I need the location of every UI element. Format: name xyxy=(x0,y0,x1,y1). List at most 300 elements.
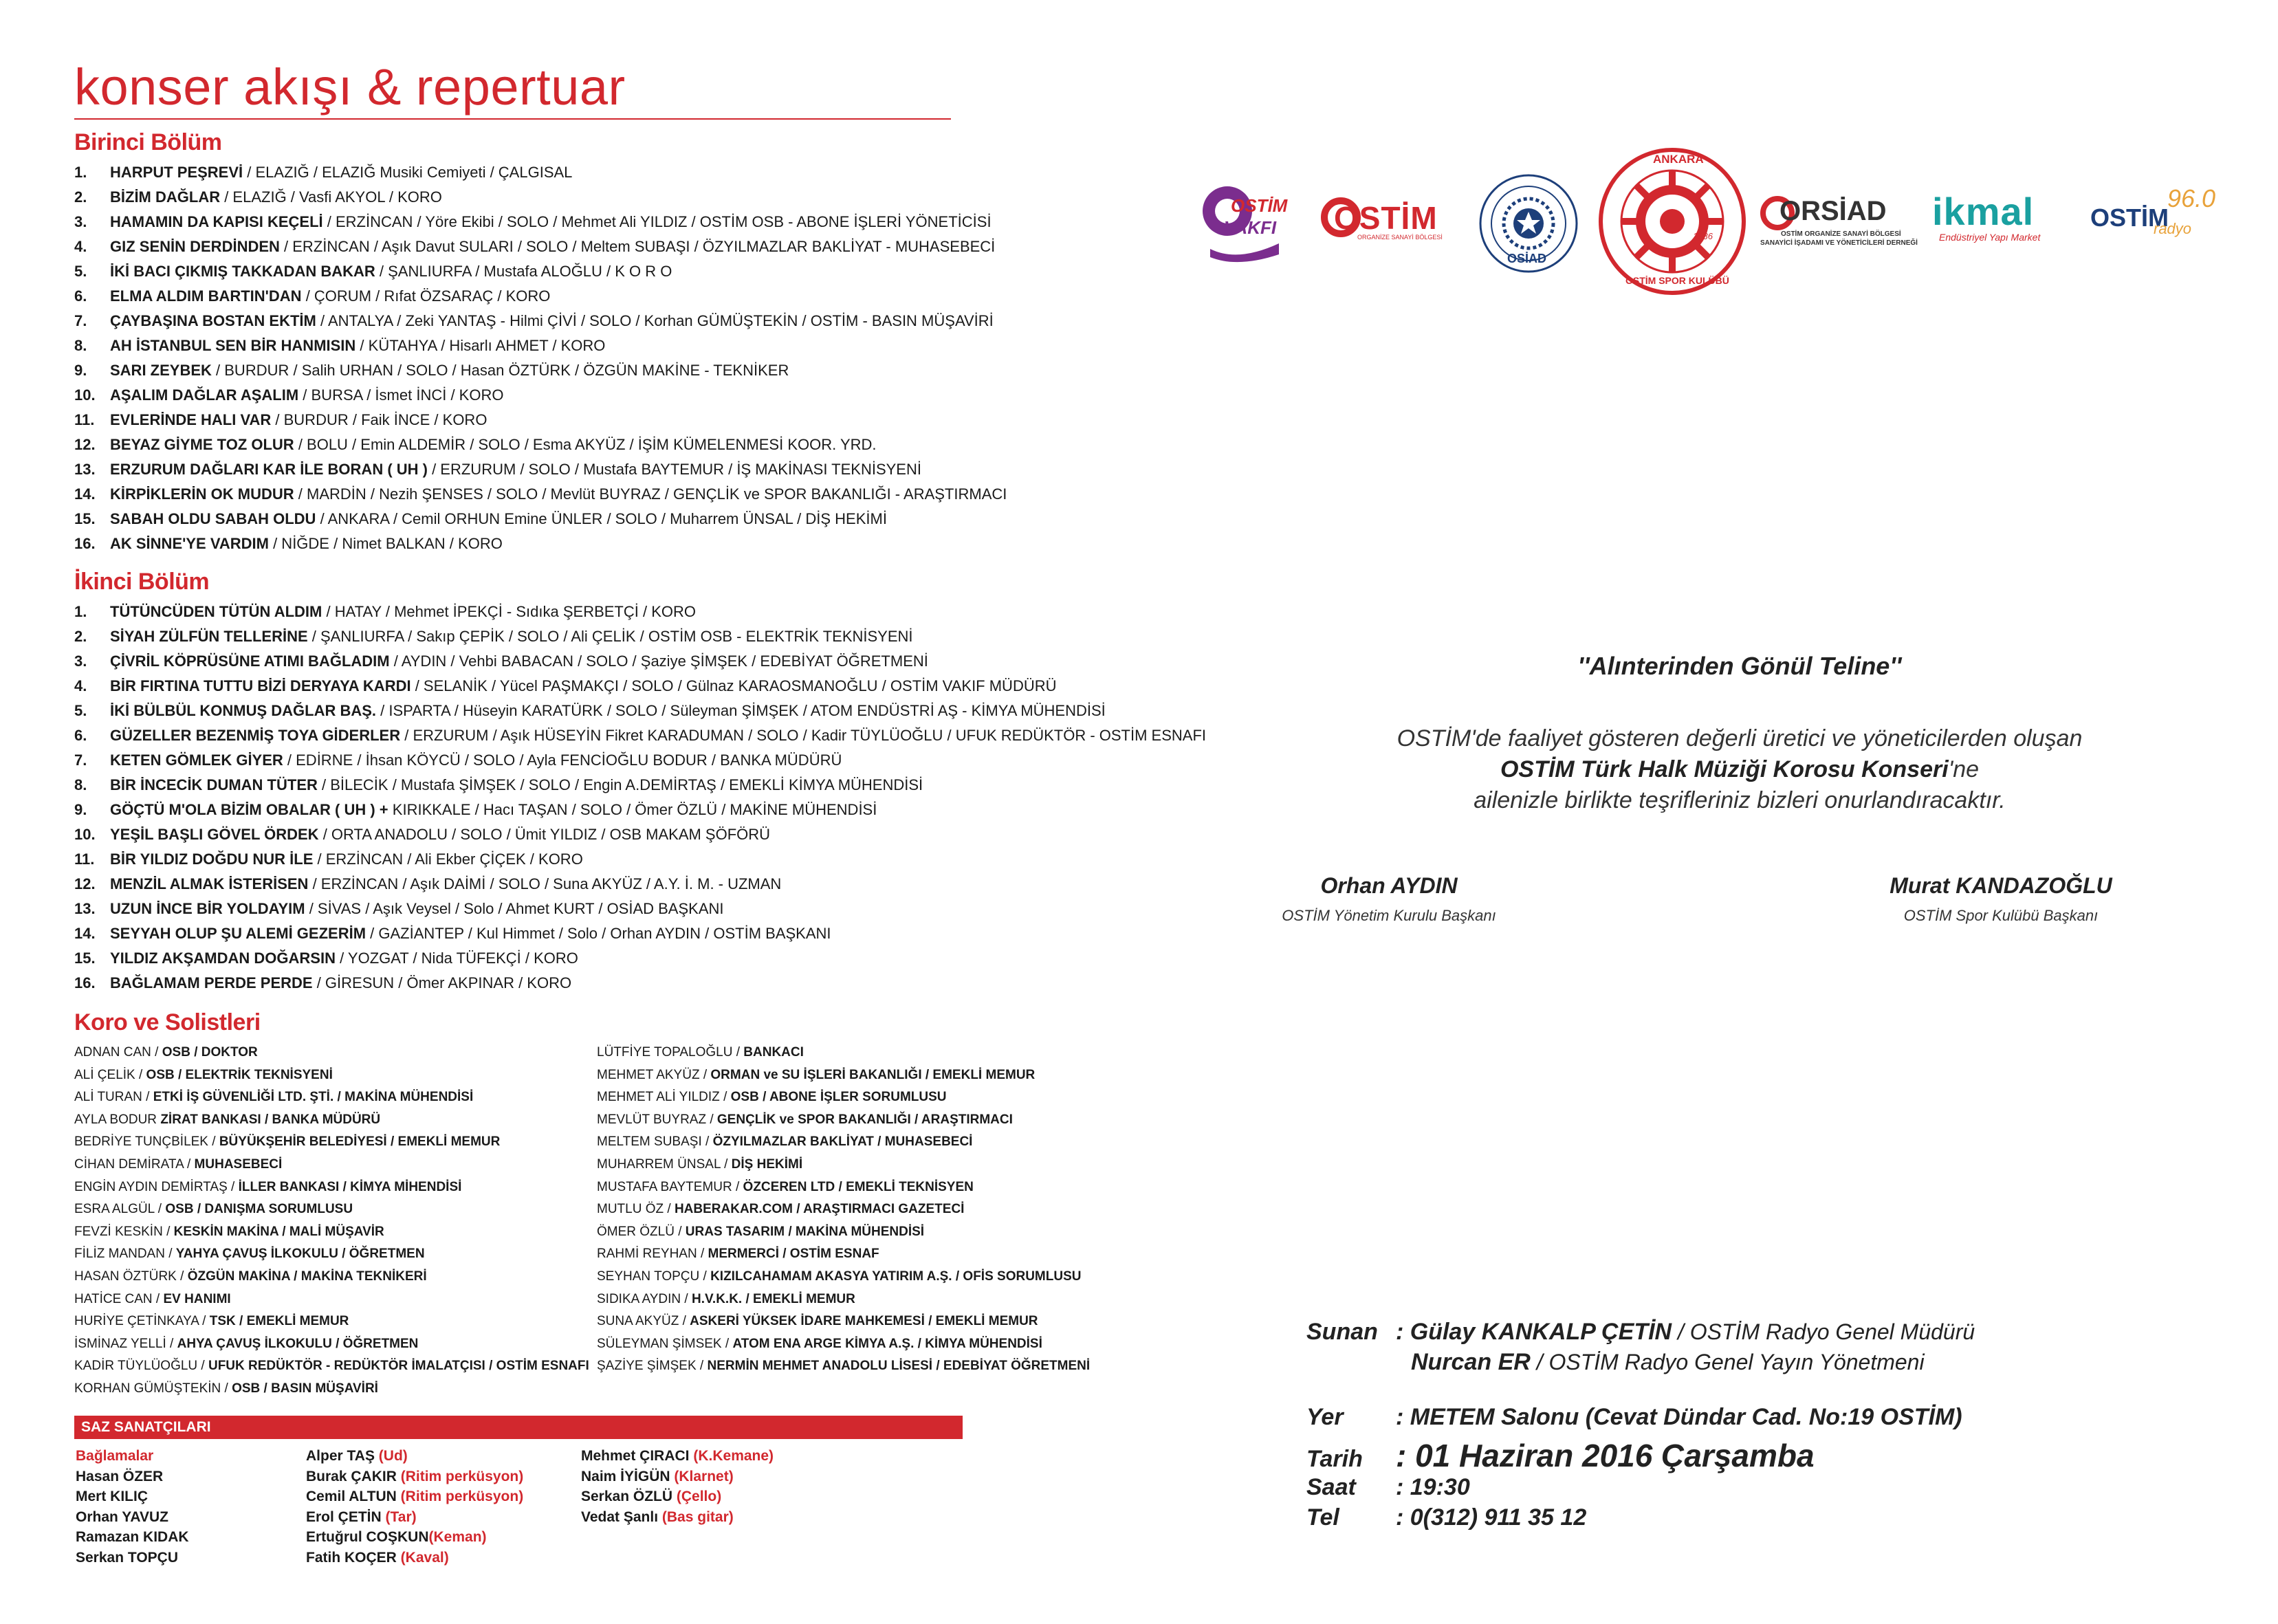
item-number: 2. xyxy=(74,188,87,206)
item-number: 1. xyxy=(74,603,87,620)
ostim-radyo-logo xyxy=(2090,184,2221,253)
repertoire-item xyxy=(74,383,1119,408)
member-name: MUSTAFA BAYTEMUR / xyxy=(597,1179,743,1194)
repertoire-item xyxy=(74,723,1206,748)
member-job: EV HANIMI xyxy=(163,1291,231,1306)
song-details: / BURSA / İsmet İNCİ / KORO xyxy=(298,386,504,404)
member-job: BANKACI xyxy=(743,1045,804,1060)
radyo-frequency: 96.0 xyxy=(2167,184,2216,212)
member-name: RAHMİ REYHAN / xyxy=(597,1247,708,1262)
signature-1 xyxy=(1265,873,1513,925)
club-bottom-text: OSTİM SPOR KULÜBÜ xyxy=(1625,275,1729,286)
phone-value: : 0(312) 911 35 12 xyxy=(1396,1504,1587,1530)
musician-instrument: (Ritim perküsyon) xyxy=(400,1489,524,1504)
signature-name: Murat KANDAZOĞLU xyxy=(1890,873,2112,898)
song-title: YEŞİL BAŞLI GÖVEL ÖRDEK xyxy=(110,826,319,843)
song-details: / NİĞDE / Nimet BALKAN / KORO xyxy=(268,535,503,552)
item-number: 1. xyxy=(74,164,87,181)
time xyxy=(1306,1474,1470,1501)
repertoire-item xyxy=(74,160,1119,185)
member-name: SIDIKA AYDIN / xyxy=(597,1291,692,1306)
vakfi-top-text: OSTİM xyxy=(1231,195,1288,216)
club-year: 1986 xyxy=(1693,231,1713,241)
item-number: 4. xyxy=(74,238,87,255)
choir-member xyxy=(74,1198,597,1221)
song-details: / ERZURUM / Aşık HÜSEYİN Fikret KARADUMAN / SOLO / Kadir TÜYLÜOĞLU / UFUK REDÜKTÖR - OSTİM ESNAFI xyxy=(400,727,1206,744)
repertoire-item xyxy=(74,674,1119,699)
saz-musician xyxy=(581,1486,774,1507)
choir-member xyxy=(597,1154,1119,1176)
song-title: ELMA ALDIM BARTIN'DAN xyxy=(110,287,302,305)
second-section-title: İkinci Bölüm xyxy=(74,569,210,595)
song-details: / ANTALYA / Zeki YANTAŞ - Hilmi ÇİVİ / SOLO / Korhan GÜMÜŞTEKİN / OSTİM - BASIN MÜŞAVİRİ xyxy=(316,312,994,329)
osiad-text: OSİAD xyxy=(1507,252,1547,265)
saz-musician xyxy=(581,1467,774,1487)
orsiad-subtext-2: SANAYİCİ İŞADAMI VE YÖNETİCİLERİ DERNEĞİ xyxy=(1760,239,1918,247)
invitation-text xyxy=(1286,723,2193,816)
club-top-text: ANKARA xyxy=(1653,153,1704,166)
song-title: HARPUT PEŞREVİ xyxy=(110,164,243,181)
member-name: KORHAN GÜMÜŞTEKİN / xyxy=(74,1381,232,1396)
member-name: BEDRİYE TUNÇBİLEK / xyxy=(74,1134,219,1150)
item-number: 16. xyxy=(74,535,96,552)
saz-musician xyxy=(306,1486,523,1507)
song-title: GÜZELLER BEZENMİŞ TOYA GİDERLER xyxy=(110,727,401,744)
page-title: konser akışı & repertuar xyxy=(74,58,626,116)
repertoire-item xyxy=(74,309,1119,333)
member-job: ORMAN ve SU İŞLERİ BAKANLIĞI / EMEKLİ MEMUR xyxy=(710,1067,1036,1082)
song-details: / GAZİANTEP / Kul Himmet / Solo / Orhan AYDIN / OSTİM BAŞKANI xyxy=(366,925,831,942)
date-value: : 01 Haziran 2016 Çarşamba xyxy=(1396,1438,1815,1473)
song-details: / BURDUR / Faik İNCE / KORO xyxy=(271,411,488,428)
phone xyxy=(1306,1504,1586,1531)
song-title: YILDIZ AKŞAMDAN DOĞARSIN xyxy=(110,950,336,967)
song-title: GÖÇTÜ M'OLA BİZİM OBALAR ( UH ) + xyxy=(110,801,388,818)
song-title: İKİ BÜLBÜL KONMUŞ DAĞLAR BAŞ. xyxy=(110,702,377,719)
choir-member xyxy=(74,1042,597,1064)
choir-member xyxy=(597,1131,1119,1154)
ostim-logo-text: OSTİM xyxy=(1334,200,1438,236)
member-name: MELTEM SUBAŞI / xyxy=(597,1134,713,1150)
song-title: KİRPİKLERİN OK MUDUR xyxy=(110,485,294,503)
song-details: / SELANİK / Yücel PAŞMAKÇI / SOLO / Gülnaz KARAOSMANOĞLU / OSTİM VAKIF MÜDÜRÜ xyxy=(410,677,1057,694)
orsiad-text: ORSİAD xyxy=(1779,196,1887,226)
repertoire-item xyxy=(74,259,1119,284)
repertoire-item xyxy=(74,699,1119,723)
presenter-2-name: Nurcan ER xyxy=(1411,1349,1531,1375)
choir-member xyxy=(74,1064,597,1087)
repertoire-item xyxy=(74,649,1119,674)
member-name: AYLA BODUR xyxy=(74,1112,161,1127)
musician-instrument: (Ritim perküsyon) xyxy=(400,1468,524,1484)
musician-name: Cemil ALTUN xyxy=(306,1489,401,1504)
choir-member xyxy=(597,1310,1119,1333)
saz-musician xyxy=(306,1446,523,1467)
saz-title: SAZ SANATÇILARI xyxy=(81,1419,211,1435)
member-job: ÖZYILMAZLAR BAKLİYAT / MUHASEBECİ xyxy=(712,1134,973,1150)
item-number: 7. xyxy=(74,312,87,329)
repertoire-item xyxy=(74,284,1119,309)
choir-member xyxy=(597,1042,1119,1064)
saz-musician: Mert KILIÇ xyxy=(76,1489,148,1504)
choir-member xyxy=(597,1243,1119,1266)
song-details: / ISPARTA / Hüseyin KARATÜRK / SOLO / Süleyman ŞİMŞEK / ATOM ENDÜSTRİ AŞ - KİMYA MÜHENDİSİ xyxy=(376,702,1106,719)
member-job: MUHASEBECİ xyxy=(194,1156,283,1172)
song-details: / ŞANLIURFA / Sakıp ÇEPİK / SOLO / Ali ÇELİK / OSTİM OSB - ELEKTRİK TEKNİSYENİ xyxy=(307,628,913,645)
signature-2 xyxy=(1850,873,2152,925)
date-label: Tarih xyxy=(1306,1446,1363,1472)
song-details: / HATAY / Mehmet İPEKÇİ - Sıdıka ŞERBETÇİ / KORO xyxy=(322,603,696,620)
item-number: 4. xyxy=(74,677,87,694)
item-number: 12. xyxy=(74,875,96,892)
song-title: ÇAYBAŞINA BOSTAN EKTİM xyxy=(110,312,316,329)
member-job: MERMERCİ / OSTİM ESNAF xyxy=(708,1247,879,1262)
saz-musician: Serkan TOPÇU xyxy=(76,1549,178,1566)
member-job: DİŞ HEKİMİ xyxy=(731,1156,803,1172)
item-number: 5. xyxy=(74,702,87,719)
vakfi-bottom-text: VAKFI xyxy=(1224,217,1277,238)
member-name: MUTLU ÖZ / xyxy=(597,1202,675,1217)
repertoire-item xyxy=(74,921,1119,946)
repertoire-item xyxy=(74,798,1119,822)
choir-member xyxy=(74,1355,597,1378)
member-name: SÜLEYMAN ŞİMSEK / xyxy=(597,1336,733,1351)
song-details: / ŞANLIURFA / Mustafa ALOĞLU / K O R O xyxy=(375,263,672,280)
song-details: / ELAZIĞ / ELAZIĞ Musiki Cemiyeti / ÇALGISAL xyxy=(243,164,573,181)
item-number: 9. xyxy=(74,801,87,818)
invitation-line-3: ailenizle birlikte teşrifleriniz bizleri onurlandıracaktır. xyxy=(1474,787,2006,813)
member-job: ATOM ENA ARGE KİMYA A.Ş. / KİMYA MÜHENDİSİ xyxy=(732,1336,1042,1351)
member-name: ŞAZİYE ŞİMŞEK / xyxy=(597,1359,708,1374)
song-title: İKİ BACI ÇIKMIŞ TAKKADAN BAKAR xyxy=(110,263,375,280)
song-title: BAĞLAMAM PERDE PERDE xyxy=(110,974,313,991)
signature-role: OSTİM Yönetim Kurulu Başkanı xyxy=(1282,907,1496,924)
item-number: 11. xyxy=(74,851,95,868)
invitation-line-1: OSTİM'de faaliyet gösteren değerli üretici ve yöneticilerden oluşan xyxy=(1397,725,2083,751)
item-number: 6. xyxy=(74,287,87,305)
member-name: ÖMER ÖZLÜ / xyxy=(597,1224,686,1239)
song-details: / ANKARA / Cemil ORHUN Emine ÜNLER / SOLO / Muharrem ÜNSAL / DİŞ HEKİMİ xyxy=(316,510,887,527)
song-details: / ELAZIĞ / Vasfi AKYOL / KORO xyxy=(220,188,442,206)
choir-members xyxy=(74,1042,1119,1401)
choir-member xyxy=(74,1109,597,1132)
musician-instrument: (Ud) xyxy=(378,1448,408,1464)
member-job: OSB / BASIN MÜŞAVİRİ xyxy=(232,1381,378,1396)
song-title: BİR İNCECİK DUMAN TÜTER xyxy=(110,776,318,793)
song-title: AK SİNNE'YE VARDIM xyxy=(110,535,269,552)
presenter-1-role: / OSTİM Radyo Genel Müdürü xyxy=(1672,1319,1975,1344)
club-badge-icon xyxy=(1597,146,1748,297)
radyo-text: OSTİM xyxy=(2090,204,2169,232)
member-job: GENÇLİK ve SPOR BAKANLIĞI / ARAŞTIRMACI xyxy=(716,1112,1013,1127)
repertoire-item xyxy=(74,432,1119,457)
presenter-2 xyxy=(1411,1349,1925,1376)
program-column xyxy=(74,58,1206,1401)
ostim-logo xyxy=(1320,193,1444,248)
song-title: SABAH OLDU SABAH OLDU xyxy=(110,510,316,527)
song-details: KIRIKKALE / Hacı TAŞAN / SOLO / Ömer ÖZLÜ / MAKİNE MÜHENDİSİ xyxy=(388,801,877,818)
choir-member xyxy=(74,1131,597,1154)
member-name: MEHMET AKYÜZ / xyxy=(597,1067,711,1082)
repertoire-item xyxy=(74,872,1119,897)
venue xyxy=(1306,1404,1962,1431)
repertoire-item xyxy=(74,185,1119,210)
choir-member xyxy=(597,1333,1119,1356)
item-number: 5. xyxy=(74,263,87,280)
repertoire-item xyxy=(74,748,1119,773)
choir-member xyxy=(74,1154,597,1176)
song-details: / ERZİNCAN / Aşık Davut SULARI / SOLO / Meltem SUBAŞI / ÖZYILMAZLAR BAKLİYAT - MUHASEBECİ xyxy=(279,238,996,255)
song-details: / AYDIN / Vehbi BABACAN / SOLO / Şaziye ŞİMŞEK / EDEBİYAT ÖĞRETMENİ xyxy=(389,652,928,670)
repertoire-item xyxy=(74,482,1119,507)
member-name: KADİR TÜYLÜOĞLU / xyxy=(74,1359,208,1374)
venue-value: : METEM Salonu (Cevat Dündar Cad. No:19 OSTİM) xyxy=(1396,1404,1962,1430)
ikmal-text: ikmal xyxy=(1932,190,2035,233)
invitation-line-2-tail: 'ne xyxy=(1948,756,1980,782)
song-title: SARI ZEYBEK xyxy=(110,362,212,379)
song-title: UZUN İNCE BİR YOLDAYIM xyxy=(110,900,305,917)
song-details: / ERZURUM / SOLO / Mustafa BAYTEMUR / İŞ MAKİNASI TEKNİSYENİ xyxy=(427,461,921,478)
musician-name: Naim İYİGÜN xyxy=(581,1468,675,1484)
choir-member xyxy=(597,1198,1119,1221)
song-details: / GİRESUN / Ömer AKPINAR / KORO xyxy=(312,974,572,991)
musician-instrument: (Klarnet) xyxy=(674,1468,734,1484)
ikmal-logo xyxy=(1932,189,2063,251)
repertoire-item xyxy=(74,333,1119,358)
choir-member xyxy=(74,1288,597,1311)
choir-member xyxy=(74,1176,597,1199)
song-title: ÇİVRİL KÖPRÜSÜNE ATIMI BAĞLADIM xyxy=(110,652,390,670)
saz-musician xyxy=(306,1527,523,1548)
saz-musician xyxy=(306,1507,523,1528)
repertoire-item xyxy=(74,210,1119,234)
saz-column-3 xyxy=(581,1446,774,1527)
signature-name: Orhan AYDIN xyxy=(1320,873,1458,898)
member-job: OSB / DANIŞMA SORUMLUSU xyxy=(165,1202,353,1217)
member-job: OSB / ABONE İŞLER SORUMLUSU xyxy=(730,1090,947,1105)
musician-instrument: (Kaval) xyxy=(400,1549,449,1566)
member-name: FİLİZ MANDAN / xyxy=(74,1247,176,1262)
saz-header-bar xyxy=(74,1416,963,1439)
song-title: BİR FIRTINA TUTTU BİZİ DERYAYA KARDI xyxy=(110,677,411,694)
presenter-2-role: / OSTİM Radyo Genel Yayın Yönetmeni xyxy=(1530,1350,1925,1374)
member-job: NERMİN MEHMET ANADOLU LİSESİ / EDEBİYAT ÖĞRETMENİ xyxy=(707,1359,1091,1374)
member-job: ÖZGÜN MAKİNA / MAKİNA TEKNİKERİ xyxy=(187,1269,427,1284)
choir-member xyxy=(597,1176,1119,1199)
member-job: H.V.K.K. / EMEKLİ MEMUR xyxy=(691,1291,855,1306)
member-name: HATİCE CAN / xyxy=(74,1291,164,1306)
member-job: OSB / DOKTOR xyxy=(162,1045,258,1060)
signature-role: OSTİM Spor Kulübü Başkanı xyxy=(1903,907,2099,924)
musician-name: Erol ÇETİN xyxy=(306,1508,386,1525)
repertoire-item xyxy=(74,531,1119,556)
choir-column-left xyxy=(74,1042,597,1401)
choir-title: Koro ve Solistleri xyxy=(74,1009,261,1035)
musician-name: Alper TAŞ xyxy=(306,1448,379,1464)
member-name: SEYHAN TOPÇU / xyxy=(597,1269,711,1284)
member-name: CİHAN DEMİRATA / xyxy=(74,1156,195,1172)
saz-musician xyxy=(581,1446,774,1467)
saz-musician: Hasan ÖZER xyxy=(76,1468,164,1484)
repertoire-item xyxy=(74,971,1119,996)
musician-name: Ertuğrul COŞKUN xyxy=(306,1529,429,1545)
song-details: / ERZİNCAN / Ali Ekber ÇİÇEK / KORO xyxy=(313,851,583,868)
song-title: SEYYAH OLUP ŞU ALEMİ GEZERİM xyxy=(110,925,366,942)
member-name: FEVZİ KESKİN / xyxy=(74,1224,174,1239)
orsiad-subtext-1: OSTİM ORGANİZE SANAYİ BÖLGESİ xyxy=(1781,230,1901,238)
item-number: 3. xyxy=(74,213,87,230)
radyo-subtext: radyo xyxy=(2154,220,2192,237)
repertoire-item xyxy=(74,457,1119,482)
invitation-line-2 xyxy=(1286,754,2193,785)
saz-musician: Bağlamalar xyxy=(76,1448,154,1464)
member-job: YAHYA ÇAVUŞ İLKOKULU / ÖĞRETMEN xyxy=(175,1247,425,1262)
song-title: KETEN GÖMLEK GİYER xyxy=(110,751,283,769)
song-details: / BOLU / Emin ALDEMİR / SOLO / Esma AKYÜZ / İŞİM KÜMELENMESİ KOOR. YRD. xyxy=(294,436,877,453)
musician-instrument: (Tar) xyxy=(385,1508,417,1525)
item-number: 7. xyxy=(74,751,87,769)
concert-name: OSTİM Türk Halk Müziği Korosu Konseri xyxy=(1500,756,1949,782)
item-number: 8. xyxy=(74,337,87,354)
repertoire-item xyxy=(74,897,1119,921)
member-job: BÜYÜKŞEHİR BELEDİYESİ / EMEKLİ MEMUR xyxy=(219,1134,501,1150)
saz-musician: Orhan YAVUZ xyxy=(76,1508,168,1525)
choir-member xyxy=(74,1310,597,1333)
saz-musician xyxy=(581,1507,774,1528)
song-title: BEYAZ GİYME TOZ OLUR xyxy=(110,436,294,453)
member-job: ETKİ İŞ GÜVENLİĞİ LTD. ŞTİ. / MAKİNA MÜHENDİSİ xyxy=(153,1090,474,1105)
phone-label: Tel xyxy=(1306,1504,1339,1530)
song-details: / YOZGAT / Nida TÜFEKÇİ / KORO xyxy=(335,950,578,967)
choir-column-right xyxy=(597,1042,1119,1401)
musician-instrument: (Bas gitar) xyxy=(661,1508,734,1525)
member-job: AHYA ÇAVUŞ İLKOKULU / ÖĞRETMEN xyxy=(177,1336,419,1351)
song-details: / KÜTAHYA / Hisarlı AHMET / KORO xyxy=(355,337,606,354)
repertoire-item xyxy=(74,773,1119,798)
member-job: TSK / EMEKLİ MEMUR xyxy=(209,1314,349,1329)
song-details: / BURDUR / Salih URHAN / SOLO / Hasan ÖZTÜRK / ÖZGÜN MAKİNE - TEKNİKER xyxy=(211,362,789,379)
member-name: SUNA AKYÜZ / xyxy=(597,1314,690,1329)
song-details: / ÇORUM / Rıfat ÖZSARAÇ / KORO xyxy=(301,287,551,305)
title-divider xyxy=(74,118,951,120)
choir-member xyxy=(74,1243,597,1266)
member-job: ZİRAT BANKASI / BANKA MÜDÜRÜ xyxy=(160,1112,381,1127)
song-title: AH İSTANBUL SEN BİR HANMISIN xyxy=(110,337,356,354)
repertoire-item xyxy=(74,847,1119,872)
item-number: 15. xyxy=(74,950,96,967)
ostim-vakfi-logo xyxy=(1196,180,1293,263)
member-name: LÜTFİYE TOPALOĞLU / xyxy=(597,1045,744,1060)
presenter-1-name: : Gülay KANKALP ÇETİN xyxy=(1396,1319,1672,1345)
member-name: HURİYE ÇETİNKAYA / xyxy=(74,1314,210,1329)
member-name: MUHARREM ÜNSAL / xyxy=(597,1156,732,1172)
item-number: 11. xyxy=(74,411,95,428)
date xyxy=(1306,1437,1815,1474)
member-name: İSMİNAZ YELLİ / xyxy=(74,1336,177,1351)
member-name: ALİ TURAN / xyxy=(74,1090,153,1105)
item-number: 14. xyxy=(74,925,96,942)
choir-member xyxy=(597,1266,1119,1288)
song-details: / ERZİNCAN / Yöre Ekibi / SOLO / Mehmet Ali YILDIZ / OSTİM OSB - ABONE İŞLERİ YÖNETİCİSİ xyxy=(322,213,992,230)
first-section-list xyxy=(74,160,1119,556)
item-number: 8. xyxy=(74,776,87,793)
repertoire-item xyxy=(74,822,1119,847)
song-title: BİZİM DAĞLAR xyxy=(110,188,221,206)
item-number: 12. xyxy=(74,436,96,453)
presenter-1 xyxy=(1306,1319,1975,1346)
member-name: MEHMET ALİ YILDIZ / xyxy=(597,1090,731,1105)
item-number: 3. xyxy=(74,652,87,670)
time-label: Saat xyxy=(1306,1474,1356,1500)
item-number: 9. xyxy=(74,362,87,379)
repertoire-item xyxy=(74,507,1119,531)
song-title: AŞALIM DAĞLAR AŞALIM xyxy=(110,386,299,404)
repertoire-item xyxy=(74,624,1119,649)
song-title: HAMAMIN DA KAPISI KEÇELİ xyxy=(110,213,323,230)
item-number: 10. xyxy=(74,826,96,843)
member-name: HASAN ÖZTÜRK / xyxy=(74,1269,188,1284)
choir-member xyxy=(597,1109,1119,1132)
time-value: : 19:30 xyxy=(1396,1474,1470,1500)
ostim-logo-subtext: ORGANİZE SANAYİ BÖLGESİ xyxy=(1357,234,1443,241)
member-name: ADNAN CAN / xyxy=(74,1045,162,1060)
song-details: / SİVAS / Aşık Veysel / Solo / Ahmet KURT / OSİAD BAŞKANI xyxy=(305,900,724,917)
member-job: KESKİN MAKİNA / MALİ MÜŞAVİR xyxy=(173,1224,384,1239)
song-details: / EDİRNE / İhsan KÖYCÜ / SOLO / Ayla FENCİOĞLU BODUR / BANKA MÜDÜRÜ xyxy=(283,751,842,769)
orsiad-logo xyxy=(1760,196,1918,251)
second-section-list xyxy=(74,600,1206,996)
choir-member xyxy=(597,1221,1119,1244)
musician-name: Serkan ÖZLÜ xyxy=(581,1489,677,1504)
member-name: ESRA ALGÜL / xyxy=(74,1202,166,1217)
member-job: İLLER BANKASI / KİMYA MİHENDİSİ xyxy=(238,1179,462,1194)
member-job: KIZILCAHAMAM AKASYA YATIRIM A.Ş. / OFİS SORUMLUSU xyxy=(710,1269,1082,1284)
member-job: ASKERİ YÜKSEK İDARE MAHKEMESİ / EMEKLİ MEMUR xyxy=(690,1314,1038,1329)
ostim-spor-kulubu-logo xyxy=(1597,146,1748,297)
song-details: / BİLECİK / Mustafa ŞİMŞEK / SOLO / Engin A.DEMİRTAŞ / EMEKLİ KİMYA MÜHENDİSİ xyxy=(317,776,923,793)
song-title: TÜTÜNCÜDEN TÜTÜN ALDIM xyxy=(110,603,322,620)
musician-name: Vedat Şanlı xyxy=(581,1508,662,1525)
song-details: / ERZİNCAN / Aşık DAİMİ / SOLO / Suna AKYÜZ / A.Y. İ. M. - UZMAN xyxy=(308,875,782,892)
choir-member xyxy=(597,1064,1119,1087)
repertoire-item xyxy=(74,358,1119,383)
song-title: BİR YILDIZ DOĞDU NUR İLE xyxy=(110,851,314,868)
choir-member xyxy=(597,1086,1119,1109)
repertoire-item xyxy=(74,408,1119,432)
presenter-label: Sunan xyxy=(1306,1319,1378,1345)
choir-member xyxy=(74,1266,597,1288)
first-section-title: Birinci Bölüm xyxy=(74,129,222,155)
item-number: 15. xyxy=(74,510,96,527)
member-name: ALİ ÇELİK / xyxy=(74,1067,146,1082)
song-details: / MARDİN / Nezih ŞENSES / SOLO / Mevlüt BUYRAZ / GENÇLİK ve SPOR BAKANLIĞI - ARAŞTIRMACI xyxy=(294,485,1007,503)
song-title: ERZURUM DAĞLARI KAR İLE BORAN ( UH ) xyxy=(110,461,428,478)
item-number: 6. xyxy=(74,727,87,744)
choir-member xyxy=(74,1221,597,1244)
song-details: / ORTA ANADOLU / SOLO / Ümit YILDIZ / OSB MAKAM ŞÖFÖRÜ xyxy=(318,826,771,843)
song-title: EVLERİNDE HALI VAR xyxy=(110,411,272,428)
osiad-logo xyxy=(1477,172,1580,275)
item-number: 2. xyxy=(74,628,87,645)
musician-name: Mehmet ÇIRACI xyxy=(581,1448,694,1464)
member-job: HABERAKAR.COM / ARAŞTIRMACI GAZETECİ xyxy=(674,1202,965,1217)
musician-name: Fatih KOÇER xyxy=(306,1549,401,1566)
saz-column-1 xyxy=(76,1446,189,1568)
item-number: 16. xyxy=(74,974,96,991)
repertoire-item xyxy=(74,946,1119,971)
saz-musician xyxy=(306,1467,523,1487)
choir-member xyxy=(74,1086,597,1109)
